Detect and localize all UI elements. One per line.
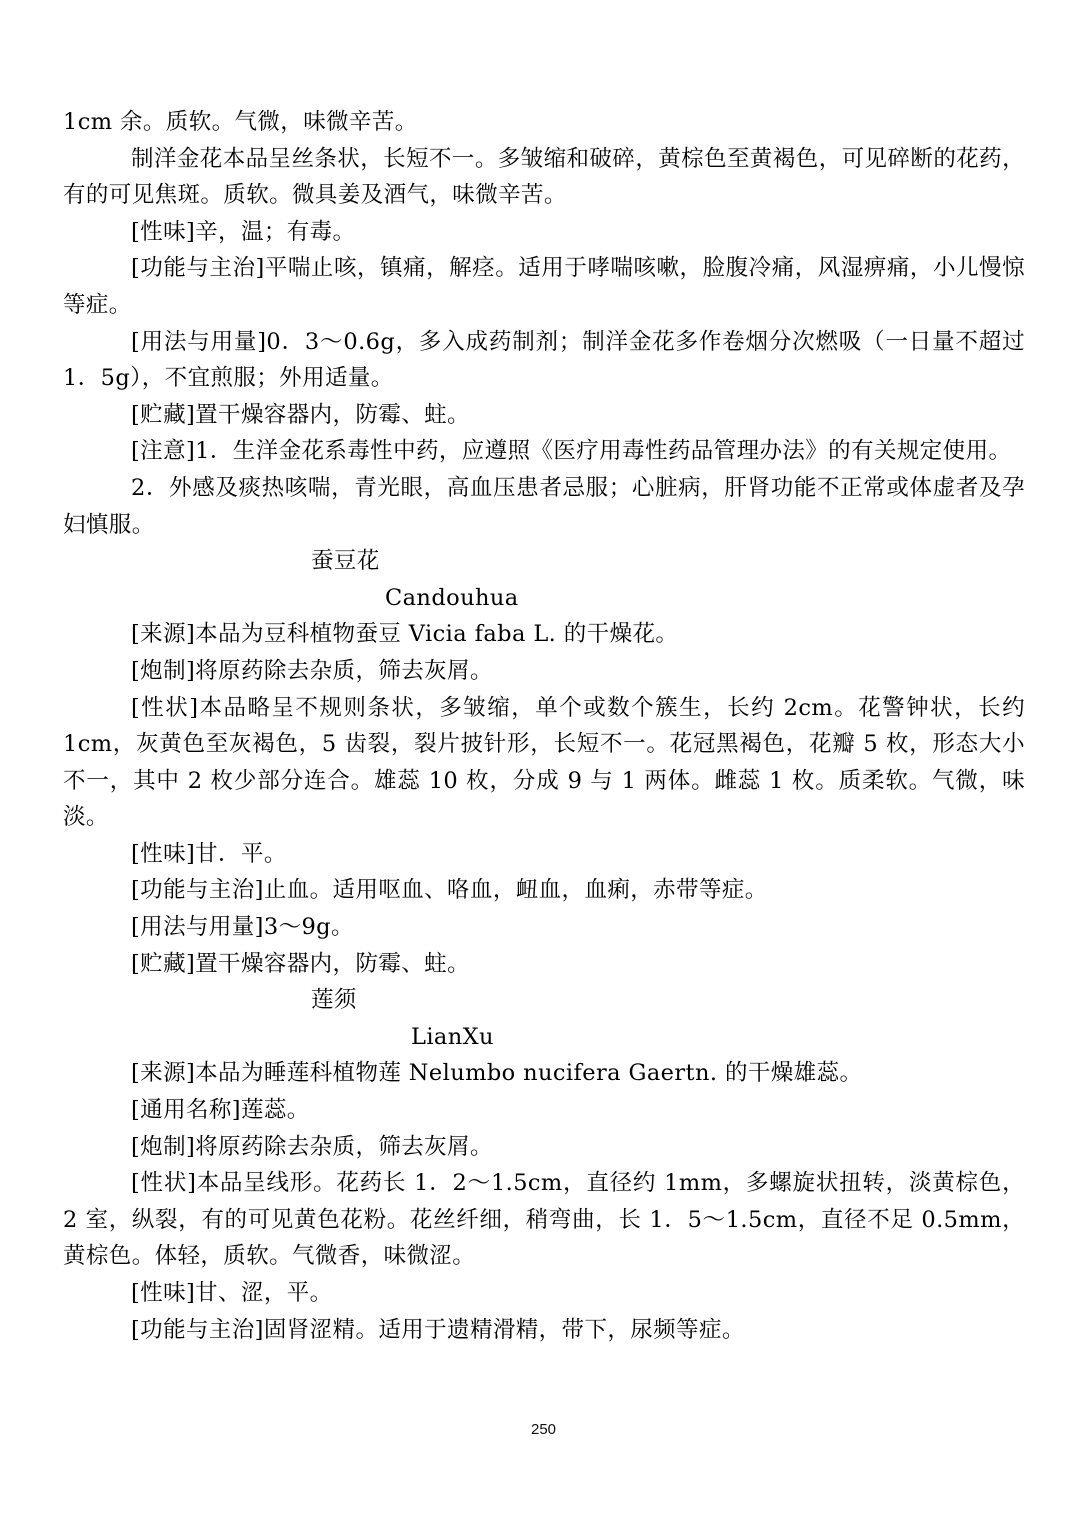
entry-nature-flavor: [性味]甘．平。 — [131, 840, 287, 867]
entry-processing: [炮制]将原药除去杂质，筛去灰屑。 — [131, 657, 493, 684]
paragraph-caution-2: 2．外感及痰热咳喘，青光眼，高血压患者忌服；心脏病，肝肾功能不正常或体虚者及孕妇慎服。 — [63, 474, 1025, 538]
entry-title: 蚕豆花 — [311, 548, 380, 575]
paragraph-usage: [用法与用量]0．3～0.6g，多入成药制剂；制洋金花多作卷烟分次燃吸（一日量不超过 1．5g），不宜煎服；外用适量。 — [63, 328, 1025, 392]
entry-usage: [用法与用量]3～9g。 — [131, 914, 354, 941]
paragraph-function: [功能与主治]平喘止咳，镇痛，解痉。适用于哮喘咳嗽，脸腹冷痛，风湿痹痛，小儿慢惊等症。 — [63, 255, 1025, 318]
entry-character: [性状]本品呈线形。花药长 1．2～1.5cm，直径约 1mm，多螺旋状扭转，淡黄棕色，2 室，纵裂，有的可见黄色花粉。花丝纤细，稍弯曲，长 1．5～1.5cm，直径不足 0.5mm，黄棕色。体轻，质软。气微香，味微涩。 — [63, 1170, 1025, 1270]
entry-pinyin: LianXu — [411, 1023, 494, 1050]
page-number: 250 — [530, 1421, 557, 1438]
paragraph-processed-datura: 制洋金花本品呈丝条状，长短不一。多皱缩和破碎，黄棕色至黄褐色，可见碎断的花药，有的可见焦斑。质软。微具姜及酒气，味微辛苦。 — [63, 145, 1025, 209]
entry-pinyin: Candouhua — [385, 584, 519, 611]
paragraph-nature-flavor: [性味]辛，温；有毒。 — [131, 218, 356, 245]
entry-common-name: [通用名称]莲蕊。 — [131, 1097, 310, 1124]
document-page — [63, 104, 1025, 1348]
paragraph-continued: 1cm 余。质软。气微，味微辛苦。 — [63, 109, 418, 135]
entry-title: 莲须 — [311, 987, 357, 1014]
entry-function: [功能与主治]固肾涩精。适用于遗精滑精，带下，尿频等症。 — [131, 1316, 745, 1343]
paragraph-caution: [注意]1．生洋金花系毒性中药，应遵照《医疗用毒性药品管理办法》的有关规定使用。 — [131, 438, 1012, 465]
paragraph-storage: [贮藏]置干燥容器内，防霉、蛀。 — [131, 401, 470, 428]
entry-storage: [贮藏]置干燥容器内，防霉、蛀。 — [131, 950, 470, 977]
entry-source: [来源]本品为睡莲科植物莲 Nelumbo nucifera Gaertn. 的干燥雄蕊。 — [131, 1060, 863, 1087]
entry-function: [功能与主治]止血。适用呕血、咯血，衄血，血痢，赤带等症。 — [131, 877, 768, 904]
entry-source: [来源]本品为豆科植物蚕豆 Vicia faba L. 的干燥花。 — [131, 621, 679, 648]
entry-processing: [炮制]将原药除去杂质，筛去灰屑。 — [131, 1133, 493, 1160]
entry-character: [性状]本品略呈不规则条状，多皱缩，单个或数个簇生，长约 2cm。花警钟状，长约 1cm，灰黄色至灰褐色，5 齿裂，裂片披针形，长短不一。花冠黑褐色，花瓣 5 枚，形态大小不一，其中 2 枚少部分连合。雄蕊 10 枚，分成 9 与 1 两体。雌蕊 1 枚。质柔软。气微，味淡。 — [63, 694, 1025, 831]
entry-nature-flavor: [性味]甘、涩，平。 — [131, 1280, 333, 1306]
